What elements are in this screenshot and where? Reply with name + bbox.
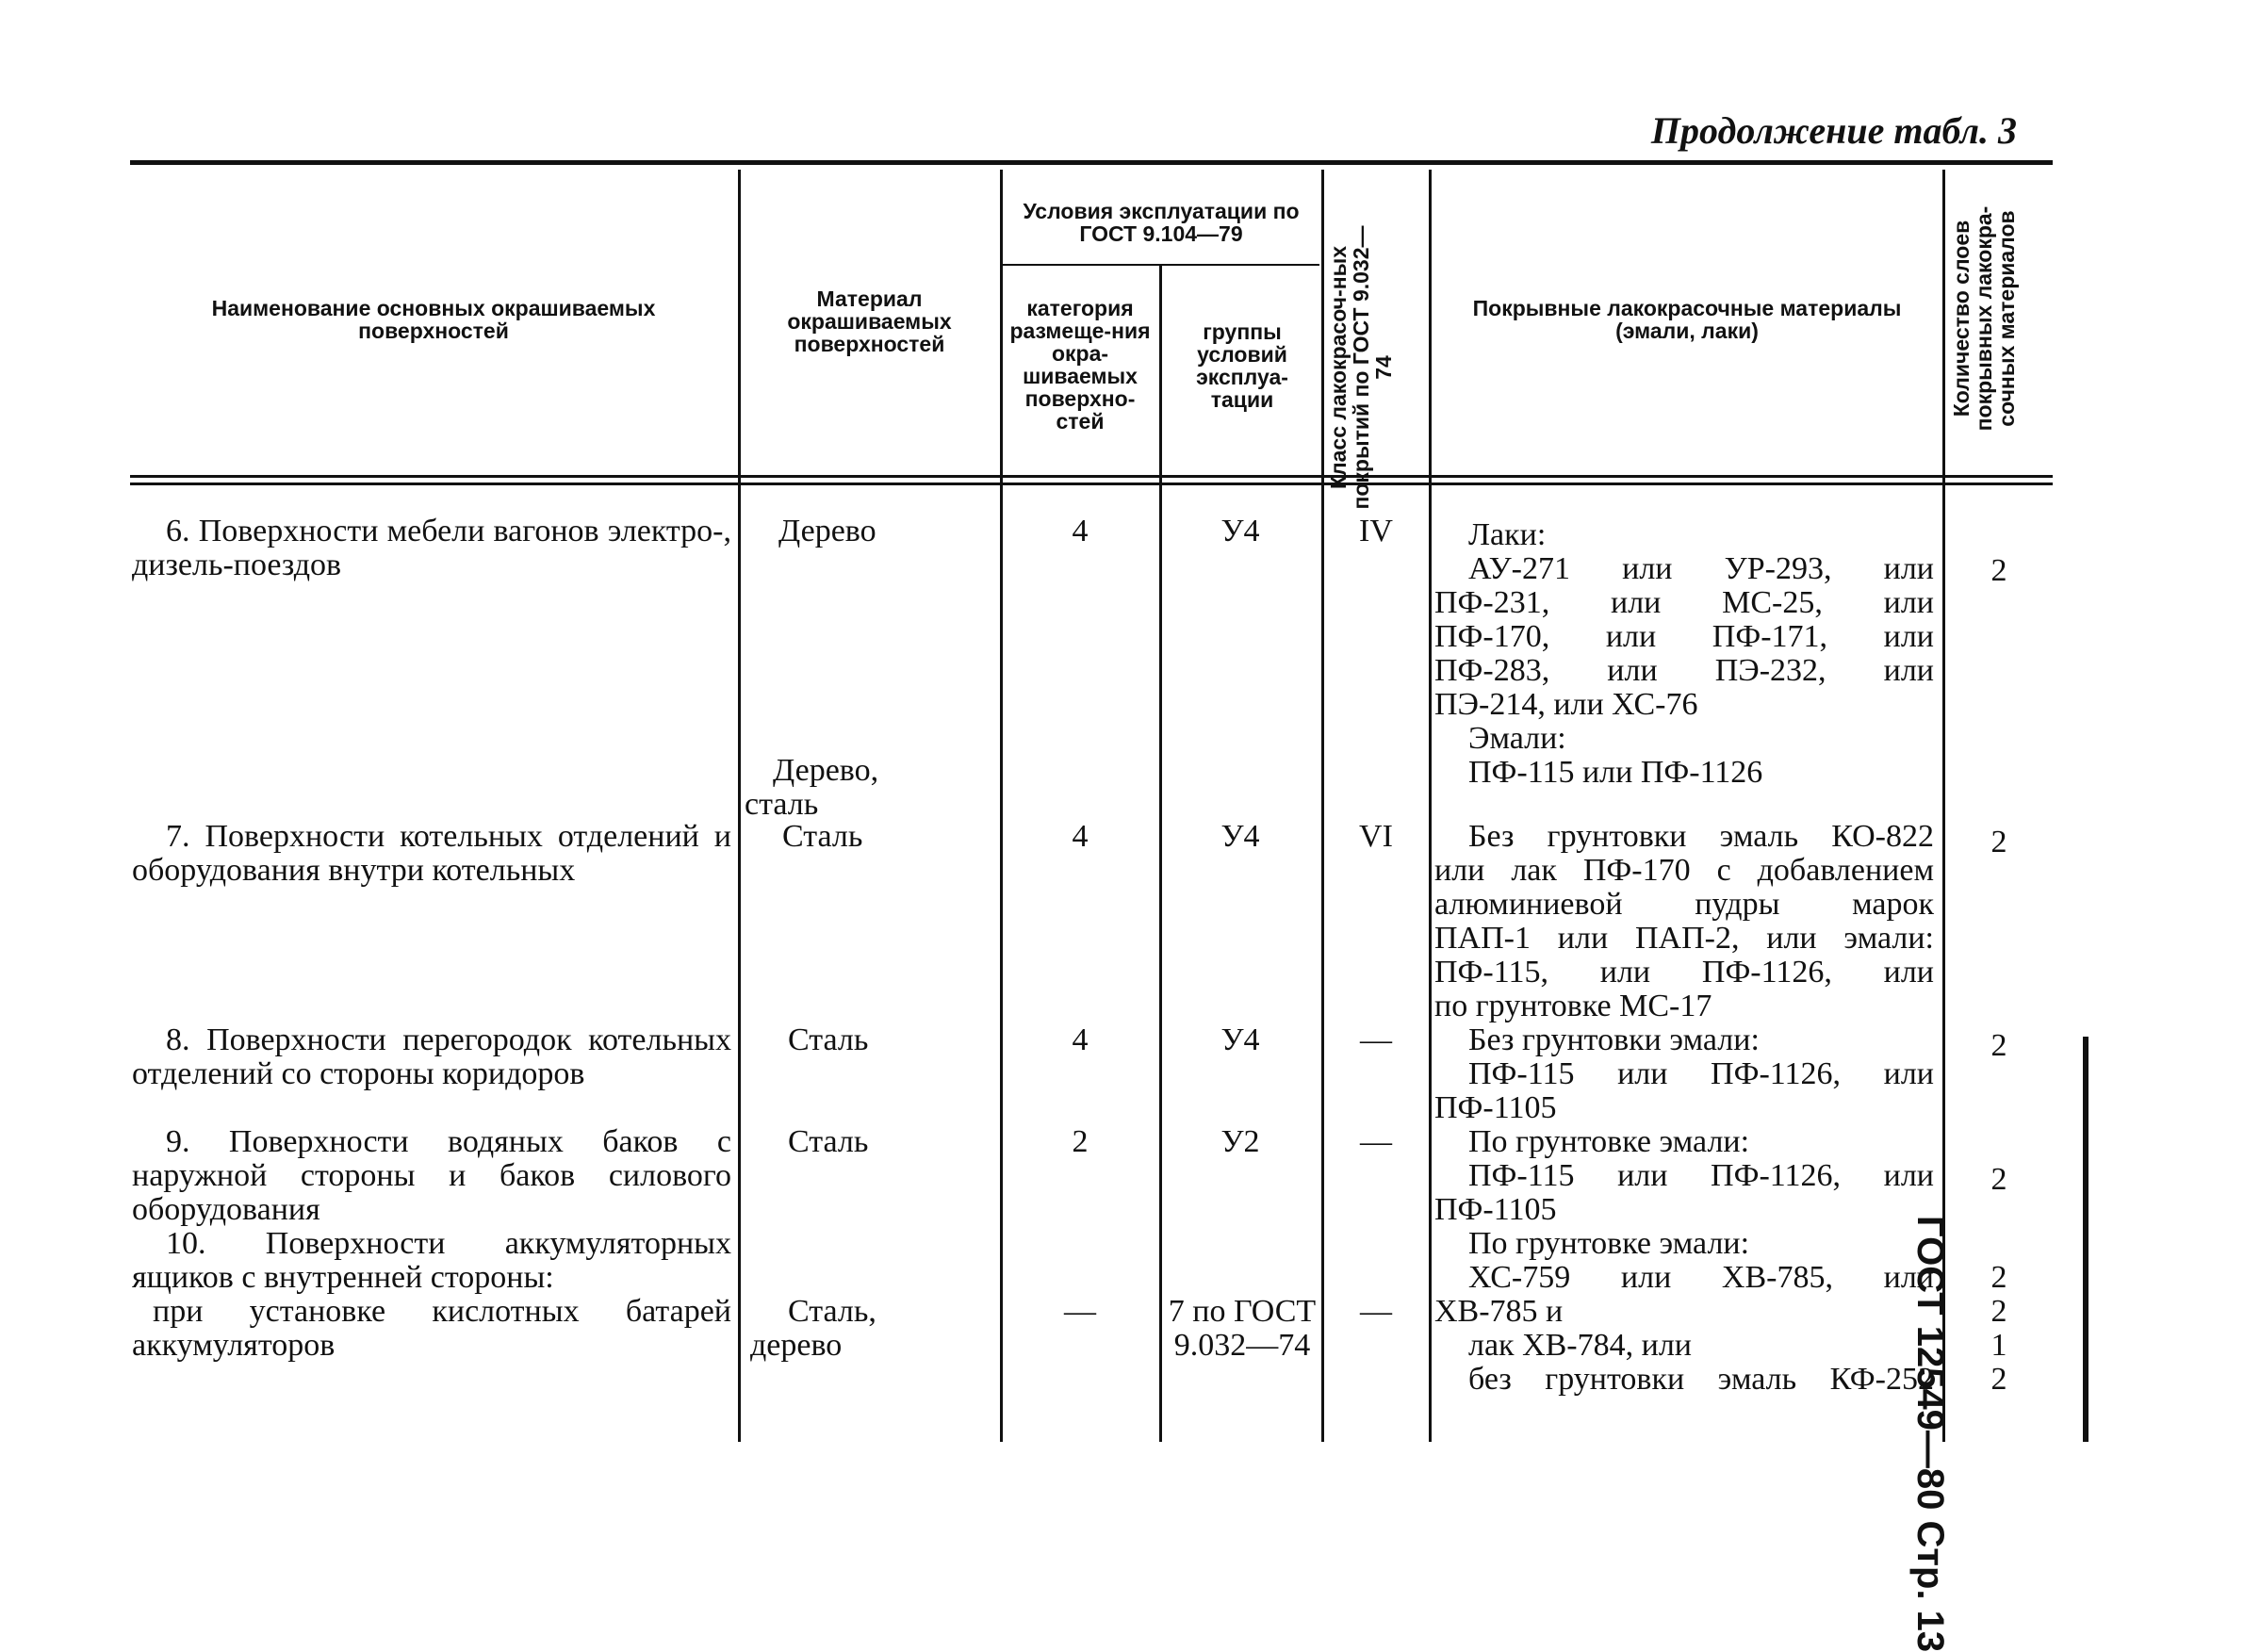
side-label-rule [2083, 1037, 2088, 1442]
row7-coat-line: алюминиевой пудры марок [1434, 887, 1934, 922]
row6-class: IV [1359, 514, 1393, 548]
row9-category: 2 [1072, 1124, 1089, 1159]
row7-coat-line: Без грунтовки эмаль КО-822 [1468, 819, 1934, 854]
col-divider-3 [1159, 266, 1162, 1442]
row8-coatings [1434, 1023, 1934, 1125]
header-category: категория размеще-ния окра-шиваемых поверхно-стей [1009, 296, 1151, 433]
row10-layers [1947, 1261, 2051, 1397]
row10-coat-line: ХС-759 или ХВ-785, или [1468, 1260, 1934, 1295]
row9-name: 9. Поверхности водяных баков с наружной стороны и баков силового оборудования [132, 1124, 731, 1227]
header-name: Наименование основных окрашиваемых поверхностей [211, 296, 656, 343]
gost-page-side-label: ГОСТ 12549—80 Стр. 13 [1909, 1216, 1951, 1652]
row7-name: 7. Поверхности котельных отделений и оборудования внутри котельных [132, 819, 731, 888]
row10-category: — [1064, 1294, 1096, 1329]
row8-material: Сталь [788, 1022, 869, 1057]
row7-coat-line: ПФ-115, или ПФ-1126, или [1434, 955, 1934, 990]
row6-coat-line: Лаки: [1468, 517, 1547, 552]
row9-coat-line: ПФ-115 или ПФ-1126, или [1468, 1158, 1934, 1193]
row9-coat-line: По грунтовке эмали: [1468, 1124, 1750, 1159]
row6-material: Дерево [778, 514, 876, 548]
row7-coat-line: или лак ПФ-170 с добавлением [1434, 853, 1934, 888]
row10-layer-value: 2 [1990, 1260, 2007, 1295]
row9-layers: 2 [1990, 1162, 2007, 1197]
row10-layer-value: 2 [1990, 1362, 2007, 1397]
row10-group: 7 по ГОСТ 9.032—74 [1168, 1294, 1317, 1363]
row6-material-2: Дерево, сталь [745, 753, 879, 822]
row7-coatings [1434, 820, 1934, 1023]
row9-class: — [1360, 1124, 1392, 1159]
row6-coat-line: ПЭ-214, или ХС-76 [1434, 687, 1698, 722]
row6-coatings [1434, 518, 1934, 790]
row10-coat-line: ХВ-785 и [1434, 1294, 1564, 1329]
row6-group: У4 [1220, 514, 1260, 548]
header-layers: Количество слоев покрывных лакокра-сочных материалов [1949, 205, 2019, 432]
row6-coat-line: ПФ-231, или МС-25, или [1434, 585, 1934, 620]
row6-layers: 2 [1990, 553, 2007, 588]
row6-coat-line: АУ-271 или УР-293, или [1468, 551, 1934, 586]
row8-group: У4 [1220, 1022, 1260, 1057]
header-bottom-rule-2 [130, 483, 2053, 485]
row10-sub: при установке кислотных батарей аккумуляторов [132, 1294, 731, 1363]
row9-coat-line: ПФ-1105 [1434, 1192, 1557, 1227]
row8-category: 4 [1072, 1022, 1089, 1057]
row6-coat-line: ПФ-170, или ПФ-171, или [1434, 619, 1934, 654]
row7-layers: 2 [1990, 825, 2007, 859]
row8-layers: 2 [1990, 1028, 2007, 1063]
row9-material: Сталь [788, 1124, 869, 1159]
row10-coat-line: По грунтовке эмали: [1468, 1226, 1750, 1261]
row10-coat-line: лак ХВ-784, или [1468, 1328, 1692, 1363]
row7-class: VI [1359, 819, 1393, 854]
row6-coat-line: Эмали: [1468, 721, 1566, 756]
row8-name: 8. Поверхности перегородок котельных отделений со стороны коридоров [132, 1022, 731, 1091]
row10-name: 10. Поверхности аккумуляторных ящиков с внутренней стороны: [132, 1226, 731, 1295]
row10-layer-value: 2 [1990, 1294, 2007, 1329]
row10-layer-value: 1 [1990, 1328, 2007, 1363]
row7-coat-line: по грунтовке МС-17 [1434, 989, 1712, 1023]
header-materials: Покрывные лакокрасочные материалы (эмали, лаки) [1472, 296, 1902, 343]
col-divider-4 [1321, 170, 1324, 1442]
col-divider-5 [1429, 170, 1432, 1442]
row10-coatings [1434, 1227, 1934, 1397]
row10-class: — [1360, 1294, 1392, 1329]
row6-category: 4 [1072, 514, 1089, 548]
col-divider-2 [1000, 170, 1003, 1442]
row6-coat-line: ПФ-115 или ПФ-1126 [1468, 755, 1763, 790]
row6-coat-line: ПФ-283, или ПЭ-232, или [1434, 653, 1934, 688]
row10-material: Сталь, дерево [750, 1294, 876, 1363]
row8-class: — [1360, 1022, 1392, 1057]
row9-group: У2 [1220, 1124, 1260, 1159]
header-class: Класс лакокрасоч-ных покрытий по ГОСТ 9.032—74 [1326, 225, 1396, 510]
table-top-rule [130, 160, 2053, 165]
row7-category: 4 [1072, 819, 1089, 854]
row10-coat-line: без грунтовки эмаль КФ-252 [1468, 1362, 1934, 1397]
row9-coatings [1434, 1125, 1934, 1227]
header-group: группы условий эксплуа-тации [1196, 319, 1288, 412]
row8-coat-line: ПФ-1105 [1434, 1090, 1557, 1125]
col-divider-1 [738, 170, 741, 1442]
table-continuation-caption: Продолжение табл. 3 [1650, 109, 2017, 152]
header-bottom-rule-1 [130, 475, 2053, 478]
row6-name: 6. Поверхности мебели вагонов электро-, дизель-поездов [132, 514, 731, 582]
header-material: Материал окрашиваемых поверхностей [787, 286, 952, 356]
row7-material: Сталь [782, 819, 863, 854]
header-conditions: Условия эксплуатации по ГОСТ 9.104—79 [1023, 199, 1300, 246]
row7-coat-line: ПАП-1 или ПАП-2, или эмали: [1434, 921, 1934, 956]
row8-coat-line: Без грунтовки эмали: [1468, 1022, 1760, 1057]
row7-group: У4 [1220, 819, 1260, 854]
row8-coat-line: ПФ-115 или ПФ-1126, или [1468, 1056, 1934, 1091]
